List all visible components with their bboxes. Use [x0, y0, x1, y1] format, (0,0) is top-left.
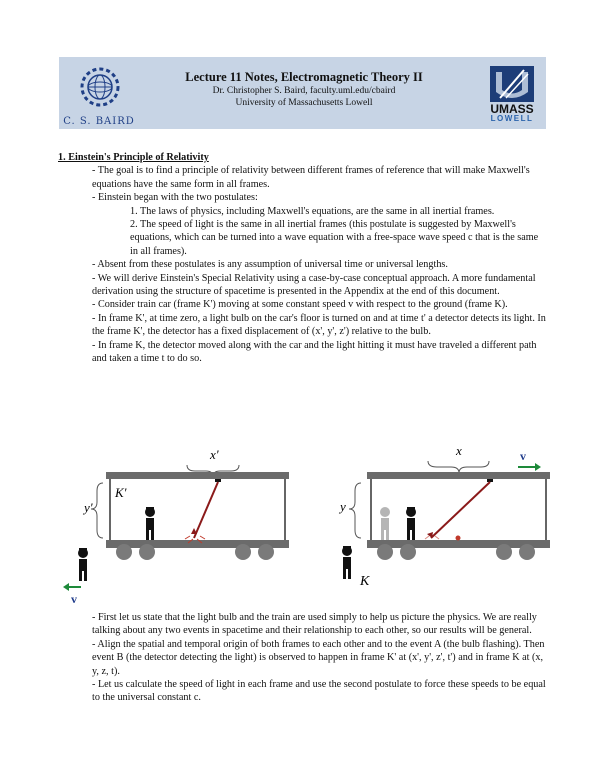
left-velocity-label: v	[71, 592, 77, 606]
paragraph: - In frame K, the detector moved along with the car and the light hitting it must have traveled a different path and taken a time t to do so.	[92, 339, 537, 365]
postulate-item: 2. The speed of light is the same in all inertial frames (this postulate is suggested by Maxwell's equations, which can be turned into a wave equation with a free-space wave speed c that is the same in all frames).	[130, 219, 539, 257]
person-icon	[145, 507, 155, 540]
document-title: Lecture 11 Notes, Electromagnetic Theory II	[185, 70, 423, 84]
train-car-figure	[55, 435, 555, 610]
lowell-wordmark: LOWELL	[490, 114, 534, 123]
paragraph: - Let us calculate the speed of light in each frame and use the second postulate to force these speeds to be equal to the universal constant c.	[92, 679, 546, 704]
wheel	[116, 544, 132, 560]
section-body	[58, 151, 548, 366]
right-velocity-label: v	[520, 449, 526, 463]
left-y-label: y'	[84, 500, 93, 515]
right-panel	[338, 443, 550, 589]
right-frame-label: K	[360, 574, 370, 589]
ground-observer-icon	[342, 546, 352, 579]
wheel	[139, 544, 155, 560]
detector-icon	[487, 479, 493, 482]
gear-icon	[82, 69, 118, 105]
paragraph: - Einstein began with the two postulates:	[92, 192, 258, 204]
wheel	[258, 544, 274, 560]
paragraph: - First let us state that the light bulb and the train are used simply to help us picture the physics. We are really talking about any two events in spacetime and their relationship to each other, so our results will be general.	[92, 612, 537, 637]
ground-observer-icon	[78, 548, 88, 581]
right-y-label: y	[340, 499, 346, 514]
wheel	[496, 544, 512, 560]
right-car-roof	[367, 472, 550, 479]
right-x-brace	[428, 461, 489, 473]
right-y-brace	[349, 483, 361, 538]
bulb-icon	[456, 536, 461, 541]
light-ray	[194, 482, 218, 538]
left-velocity-arrow	[63, 583, 81, 591]
left-y-brace	[91, 483, 103, 538]
arrow-left-icon	[63, 583, 69, 591]
wheel	[377, 544, 393, 560]
person-icon	[406, 507, 416, 540]
cs-baird-logo-text: C. S. BAIRD	[63, 116, 135, 127]
paragraph: - In frame K', at time zero, a light bulb on the car's floor is turned on and at time t' a detector detects its light. In the frame K', the detector has a fixed displacement of (x', y', z') relative to the bulb.	[92, 312, 546, 338]
light-ray	[431, 482, 490, 538]
left-panel	[63, 447, 289, 606]
ghost-person-icon	[380, 507, 390, 540]
wheel	[519, 544, 535, 560]
left-frame-label: K'	[115, 485, 127, 500]
institution-line: University of Massachusetts Lowell	[235, 98, 373, 108]
arrow-right-icon	[535, 463, 541, 471]
right-x-label: x	[456, 443, 462, 458]
paragraph: - Align the spatial and temporal origin of both frames to each other and to the event A (the bulb flashing). Then event B (the detector detecting the light) is observed to happen in frame K' at (x', y', z', t') and in frame K at (x, y, z, t).	[92, 638, 545, 677]
left-car-roof	[106, 472, 289, 479]
section-heading: 1. Einstein's Principle of Relativity	[58, 152, 209, 163]
author-line: Dr. Christopher S. Baird, faculty.uml.edu/cbaird	[212, 86, 396, 96]
umass-wordmark: UMASS	[490, 102, 534, 116]
wheel	[235, 544, 251, 560]
paragraph: - Consider train car (frame K') moving at some constant speed v with respect to the ground (frame K).	[92, 299, 508, 311]
paragraph: - Absent from these postulates is any assumption of universal time or universal lengths.	[92, 259, 448, 271]
postulate-item: 1. The laws of physics, including Maxwell's equations, are the same in all inertial frames.	[130, 205, 495, 217]
header-text	[149, 70, 459, 109]
left-x-label: x'	[210, 447, 219, 462]
section-body-continued	[92, 611, 548, 705]
paragraph: - The goal is to find a principle of relativity between different frames of reference that will make Maxwell's equations have the same form in all frames.	[92, 165, 530, 190]
header-banner	[59, 57, 546, 129]
wheel	[400, 544, 416, 560]
paragraph: - We will derive Einstein's Special Relativity using a case-by-case conceptual approach. A more fundamental derivation using the structure of spacetime is presented in the Appendix at the end of this document.	[92, 272, 536, 298]
detector-icon	[215, 479, 221, 482]
right-velocity-arrow	[518, 463, 541, 471]
